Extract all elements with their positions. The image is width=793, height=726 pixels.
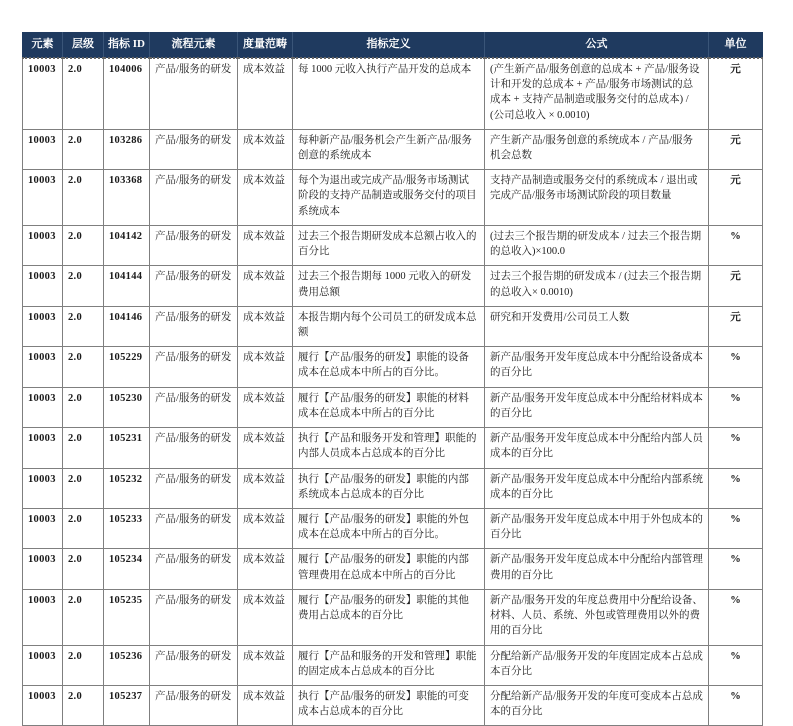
cell-category: 成本效益	[238, 170, 293, 226]
cell-level: 2.0	[63, 685, 104, 725]
metrics-table	[22, 32, 763, 726]
cell-definition: 每 1000 元收入执行产品开发的总成本	[293, 58, 485, 129]
cell-process: 产品/服务的研发	[150, 428, 238, 468]
cell-unit: %	[709, 347, 763, 387]
cell-process: 产品/服务的研发	[150, 549, 238, 589]
header-cell-unit: 单位	[709, 33, 763, 58]
table-row	[23, 549, 763, 589]
cell-level: 2.0	[63, 170, 104, 226]
cell-formula: 新产品/服务开发年度总成本中分配给材料成本的百分比	[485, 387, 709, 427]
table-row	[23, 225, 763, 265]
table-row	[23, 170, 763, 226]
cell-id: 103286	[104, 129, 150, 169]
cell-element: 10003	[23, 129, 63, 169]
cell-unit: %	[709, 387, 763, 427]
cell-formula: (过去三个报告期的研发成本 / 过去三个报告期的总收入)×100.0	[485, 225, 709, 265]
cell-element: 10003	[23, 170, 63, 226]
cell-element: 10003	[23, 508, 63, 548]
cell-process: 产品/服务的研发	[150, 306, 238, 346]
cell-formula: (产生新产品/服务创意的总成本 + 产品/服务设计和开发的总成本 + 产品/服务市场测试的总成本 + 支持产品制造或服务交付的总成本) / (公司总收入 × 0.0010)	[485, 58, 709, 129]
cell-id: 104006	[104, 58, 150, 129]
cell-id: 105235	[104, 589, 150, 645]
cell-definition: 执行【产品和服务开发和管理】职能的内部人员成本占总成本的百分比	[293, 428, 485, 468]
cell-process: 产品/服务的研发	[150, 468, 238, 508]
table-row	[23, 387, 763, 427]
cell-definition: 执行【产品/服务的研发】职能的内部系统成本占总成本的百分比	[293, 468, 485, 508]
cell-level: 2.0	[63, 306, 104, 346]
cell-unit: 元	[709, 170, 763, 226]
table-row	[23, 589, 763, 645]
cell-formula: 新产品/服务开发年度总成本中分配给内部人员成本的百分比	[485, 428, 709, 468]
cell-process: 产品/服务的研发	[150, 58, 238, 129]
cell-element: 10003	[23, 589, 63, 645]
cell-id: 105237	[104, 685, 150, 725]
cell-category: 成本效益	[238, 645, 293, 685]
cell-category: 成本效益	[238, 428, 293, 468]
cell-unit: %	[709, 225, 763, 265]
cell-category: 成本效益	[238, 129, 293, 169]
cell-unit: %	[709, 508, 763, 548]
table-body	[23, 58, 763, 726]
cell-category: 成本效益	[238, 468, 293, 508]
cell-element: 10003	[23, 225, 63, 265]
header-cell-element: 元素	[23, 33, 63, 58]
cell-category: 成本效益	[238, 306, 293, 346]
cell-element: 10003	[23, 58, 63, 129]
cell-definition: 本报告期内每个公司员工的研发成本总额	[293, 306, 485, 346]
cell-level: 2.0	[63, 468, 104, 508]
cell-formula: 新产品/服务开发年度总成本中分配给设备成本的百分比	[485, 347, 709, 387]
cell-process: 产品/服务的研发	[150, 347, 238, 387]
table-row	[23, 468, 763, 508]
cell-definition: 履行【产品/服务的研发】职能的内部管理费用在总成本中所占的百分比	[293, 549, 485, 589]
cell-category: 成本效益	[238, 225, 293, 265]
cell-definition: 每种新产品/服务机会产生新产品/服务创意的系统成本	[293, 129, 485, 169]
table-row	[23, 58, 763, 129]
cell-unit: %	[709, 685, 763, 725]
cell-process: 产品/服务的研发	[150, 266, 238, 306]
cell-element: 10003	[23, 549, 63, 589]
cell-definition: 履行【产品/服务的研发】职能的设备成本在总成本中所占的百分比。	[293, 347, 485, 387]
cell-id: 103368	[104, 170, 150, 226]
cell-process: 产品/服务的研发	[150, 645, 238, 685]
cell-category: 成本效益	[238, 589, 293, 645]
cell-process: 产品/服务的研发	[150, 387, 238, 427]
cell-id: 105229	[104, 347, 150, 387]
cell-unit: %	[709, 589, 763, 645]
cell-category: 成本效益	[238, 58, 293, 129]
cell-element: 10003	[23, 306, 63, 346]
cell-formula: 新产品/服务开发年度总成本中分配给内部系统成本的百分比	[485, 468, 709, 508]
header-cell-category: 度量范畴	[238, 33, 293, 58]
table-row	[23, 645, 763, 685]
cell-definition: 执行【产品/服务的研发】职能的可变成本占总成本的百分比	[293, 685, 485, 725]
cell-category: 成本效益	[238, 508, 293, 548]
cell-id: 105232	[104, 468, 150, 508]
cell-element: 10003	[23, 266, 63, 306]
cell-category: 成本效益	[238, 387, 293, 427]
cell-unit: 元	[709, 58, 763, 129]
cell-category: 成本效益	[238, 685, 293, 725]
cell-formula: 研究和开发费用/公司员工人数	[485, 306, 709, 346]
cell-level: 2.0	[63, 645, 104, 685]
table-row	[23, 508, 763, 548]
header-cell-level: 层级	[63, 33, 104, 58]
cell-definition: 过去三个报告期研发成本总额占收入的百分比	[293, 225, 485, 265]
cell-formula: 分配给新产品/服务开发的年度固定成本占总成本百分比	[485, 645, 709, 685]
cell-id: 105234	[104, 549, 150, 589]
cell-element: 10003	[23, 428, 63, 468]
cell-process: 产品/服务的研发	[150, 225, 238, 265]
cell-level: 2.0	[63, 508, 104, 548]
cell-definition: 履行【产品和服务的开发和管理】职能的固定成本占总成本的百分比	[293, 645, 485, 685]
cell-unit: 元	[709, 266, 763, 306]
cell-category: 成本效益	[238, 347, 293, 387]
header-cell-process: 流程元素	[150, 33, 238, 58]
table-row	[23, 306, 763, 346]
cell-level: 2.0	[63, 225, 104, 265]
header-cell-id: 指标 ID	[104, 33, 150, 58]
cell-unit: 元	[709, 129, 763, 169]
cell-process: 产品/服务的研发	[150, 129, 238, 169]
cell-formula: 分配给新产品/服务开发的年度可变成本占总成本的百分比	[485, 685, 709, 725]
header-cell-formula: 公式	[485, 33, 709, 58]
cell-definition: 履行【产品/服务的研发】职能的其他费用占总成本的百分比	[293, 589, 485, 645]
cell-definition: 每个为退出或完成产品/服务市场测试阶段的支持产品制造或服务交付的项目系统成本	[293, 170, 485, 226]
cell-unit: 元	[709, 306, 763, 346]
cell-unit: %	[709, 645, 763, 685]
cell-level: 2.0	[63, 129, 104, 169]
cell-id: 105230	[104, 387, 150, 427]
cell-formula: 新产品/服务开发年度总成本中用于外包成本的百分比	[485, 508, 709, 548]
cell-category: 成本效益	[238, 266, 293, 306]
cell-element: 10003	[23, 468, 63, 508]
cell-process: 产品/服务的研发	[150, 589, 238, 645]
cell-unit: %	[709, 468, 763, 508]
cell-definition: 履行【产品/服务的研发】职能的材料成本在总成本中所占的百分比	[293, 387, 485, 427]
cell-process: 产品/服务的研发	[150, 170, 238, 226]
cell-id: 104144	[104, 266, 150, 306]
cell-unit: %	[709, 428, 763, 468]
cell-process: 产品/服务的研发	[150, 685, 238, 725]
cell-id: 105233	[104, 508, 150, 548]
cell-formula: 新产品/服务开发年度总成本中分配给内部管理费用的百分比	[485, 549, 709, 589]
cell-definition: 过去三个报告期每 1000 元收入的研发费用总额	[293, 266, 485, 306]
table-row	[23, 347, 763, 387]
cell-level: 2.0	[63, 347, 104, 387]
cell-category: 成本效益	[238, 549, 293, 589]
cell-level: 2.0	[63, 387, 104, 427]
table-row	[23, 266, 763, 306]
cell-id: 104142	[104, 225, 150, 265]
cell-formula: 产生新产品/服务创意的系统成本 / 产品/服务机会总数	[485, 129, 709, 169]
cell-level: 2.0	[63, 58, 104, 129]
cell-element: 10003	[23, 685, 63, 725]
cell-definition: 履行【产品/服务的研发】职能的外包成本在总成本中所占的百分比。	[293, 508, 485, 548]
cell-element: 10003	[23, 387, 63, 427]
cell-element: 10003	[23, 347, 63, 387]
cell-element: 10003	[23, 645, 63, 685]
table-row	[23, 129, 763, 169]
header-row	[23, 33, 763, 58]
cell-level: 2.0	[63, 428, 104, 468]
cell-id: 104146	[104, 306, 150, 346]
cell-formula: 新产品/服务开发的年度总费用中分配给设备、材料、人员、系统、外包或管理费用以外的费用的百分比	[485, 589, 709, 645]
cell-process: 产品/服务的研发	[150, 508, 238, 548]
cell-formula: 支持产品制造或服务交付的系统成本 / 退出或完成产品/服务市场测试阶段的项目数量	[485, 170, 709, 226]
cell-formula: 过去三个报告期的研发成本 / (过去三个报告期的总收入× 0.0010)	[485, 266, 709, 306]
cell-unit: %	[709, 549, 763, 589]
table-header	[23, 33, 763, 58]
table-row	[23, 428, 763, 468]
cell-id: 105231	[104, 428, 150, 468]
table-row	[23, 685, 763, 725]
header-cell-definition: 指标定义	[293, 33, 485, 58]
cell-id: 105236	[104, 645, 150, 685]
cell-level: 2.0	[63, 549, 104, 589]
cell-level: 2.0	[63, 589, 104, 645]
cell-level: 2.0	[63, 266, 104, 306]
